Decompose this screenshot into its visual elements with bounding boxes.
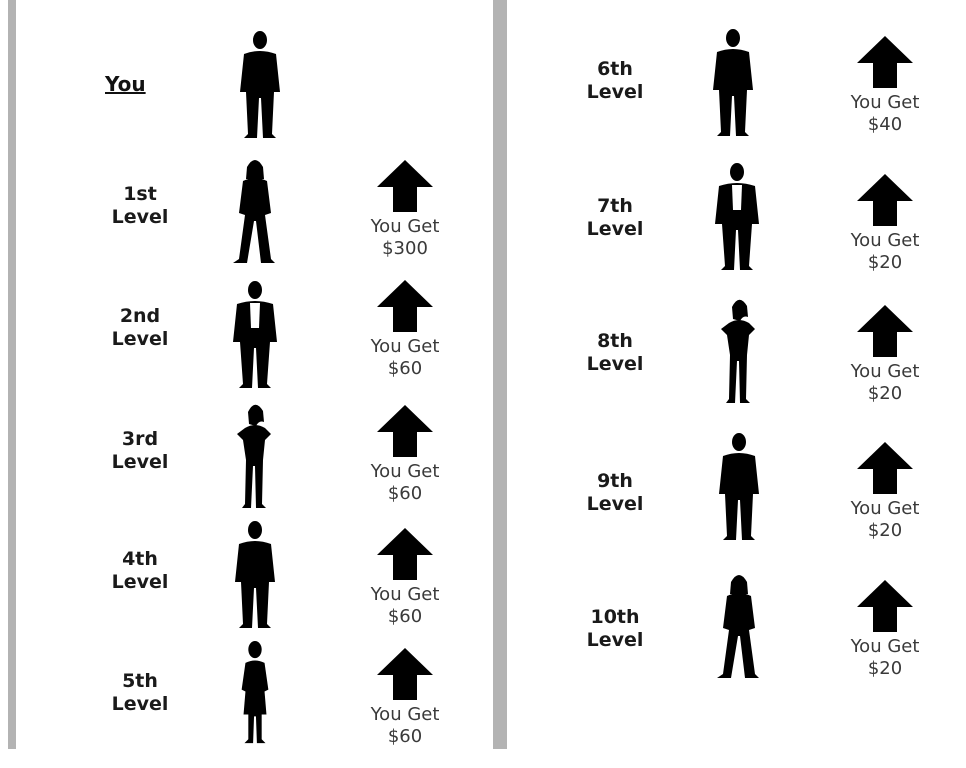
reward-prefix: You Get bbox=[370, 216, 440, 237]
reward-prefix: You Get bbox=[370, 704, 440, 725]
man-open-jacket-silhouette-icon bbox=[702, 162, 772, 272]
level-row bbox=[520, 570, 960, 690]
reward-text bbox=[820, 636, 950, 680]
woman-skirt-silhouette-icon bbox=[220, 640, 290, 745]
reward-prefix: You Get bbox=[850, 498, 920, 519]
level-label bbox=[565, 58, 665, 104]
level-number: 10th bbox=[590, 606, 640, 628]
level-word: Level bbox=[586, 353, 644, 375]
reward-text bbox=[820, 361, 950, 405]
reward-prefix: You Get bbox=[370, 336, 440, 357]
woman-phone-silhouette-icon bbox=[220, 400, 290, 510]
level-word: Level bbox=[111, 328, 169, 350]
level-number: 2nd bbox=[119, 305, 161, 327]
level-label bbox=[565, 606, 665, 652]
level-label bbox=[565, 470, 665, 516]
reward-prefix: You Get bbox=[850, 230, 920, 251]
level-row bbox=[20, 640, 490, 760]
reward bbox=[340, 648, 470, 768]
reward-text bbox=[340, 584, 470, 628]
man-open-jacket-silhouette-icon bbox=[220, 280, 290, 390]
reward-amount: $300 bbox=[382, 238, 428, 259]
level-number: 8th bbox=[597, 330, 633, 352]
level-row bbox=[20, 155, 490, 275]
up-arrow-icon bbox=[857, 305, 913, 357]
reward-text bbox=[820, 498, 950, 542]
you-label: You bbox=[105, 72, 146, 96]
reward-prefix: You Get bbox=[850, 361, 920, 382]
reward-text bbox=[340, 461, 470, 505]
level-label bbox=[565, 330, 665, 376]
reward-text bbox=[820, 230, 950, 274]
reward-amount: $40 bbox=[867, 114, 903, 135]
reward-amount: $20 bbox=[867, 658, 903, 679]
reward bbox=[820, 36, 950, 156]
left-border-bar bbox=[8, 0, 16, 749]
level-number: 1st bbox=[123, 183, 157, 205]
reward bbox=[820, 580, 950, 700]
level-row bbox=[20, 280, 490, 400]
reward-amount: $60 bbox=[387, 358, 423, 379]
center-divider-bar bbox=[493, 0, 507, 749]
level-label bbox=[90, 548, 190, 594]
up-arrow-icon bbox=[857, 580, 913, 632]
level-label bbox=[90, 305, 190, 351]
level-word: Level bbox=[111, 206, 169, 228]
reward-prefix: You Get bbox=[370, 584, 440, 605]
reward-prefix: You Get bbox=[850, 636, 920, 657]
level-word: Level bbox=[586, 81, 644, 103]
up-arrow-icon bbox=[857, 442, 913, 494]
reward bbox=[340, 280, 470, 400]
reward-amount: $20 bbox=[867, 383, 903, 404]
reward-text bbox=[340, 336, 470, 380]
up-arrow-icon bbox=[857, 36, 913, 88]
level-label bbox=[90, 183, 190, 229]
level-word: Level bbox=[111, 693, 169, 715]
reward-amount: $20 bbox=[867, 520, 903, 541]
level-number: 3rd bbox=[121, 428, 159, 450]
woman-suit-silhouette-icon bbox=[220, 155, 290, 265]
level-word: Level bbox=[586, 218, 644, 240]
reward bbox=[820, 305, 950, 425]
level-row bbox=[520, 295, 960, 415]
level-word: Level bbox=[111, 571, 169, 593]
level-row bbox=[520, 28, 960, 148]
reward-amount: $60 bbox=[387, 483, 423, 504]
up-arrow-icon bbox=[377, 405, 433, 457]
level-number: 7th bbox=[597, 195, 633, 217]
up-arrow-icon bbox=[377, 160, 433, 212]
level-number: 5th bbox=[122, 670, 158, 692]
level-word: Level bbox=[586, 493, 644, 515]
level-row bbox=[20, 400, 490, 520]
up-arrow-icon bbox=[377, 280, 433, 332]
reward bbox=[340, 405, 470, 525]
reward-prefix: You Get bbox=[850, 92, 920, 113]
man-suit-silhouette-icon bbox=[220, 520, 290, 630]
level-label bbox=[90, 428, 190, 474]
level-number: 9th bbox=[597, 470, 633, 492]
up-arrow-icon bbox=[377, 528, 433, 580]
up-arrow-icon bbox=[857, 174, 913, 226]
reward-text bbox=[820, 92, 950, 136]
level-label bbox=[565, 195, 665, 241]
level-label bbox=[90, 670, 190, 716]
man-suit-silhouette-icon bbox=[698, 28, 768, 138]
level-number: 4th bbox=[122, 548, 158, 570]
reward-prefix: You Get bbox=[370, 461, 440, 482]
left-column bbox=[20, 0, 490, 749]
reward-amount: $60 bbox=[387, 726, 423, 747]
level-row bbox=[520, 162, 960, 282]
reward-amount: $60 bbox=[387, 606, 423, 627]
man-suit-silhouette-icon bbox=[704, 432, 774, 542]
level-word: Level bbox=[111, 451, 169, 473]
right-column bbox=[520, 0, 960, 749]
level-word: Level bbox=[586, 629, 644, 651]
woman-suit-silhouette-icon bbox=[704, 570, 774, 680]
level-row bbox=[20, 520, 490, 640]
reward bbox=[820, 174, 950, 294]
reward-text bbox=[340, 216, 470, 260]
woman-phone-silhouette-icon bbox=[704, 295, 774, 405]
reward-amount: $20 bbox=[867, 252, 903, 273]
reward bbox=[820, 442, 950, 562]
reward bbox=[340, 160, 470, 280]
you-row bbox=[20, 30, 490, 150]
up-arrow-icon bbox=[377, 648, 433, 700]
you-person-silhouette-icon bbox=[225, 30, 295, 140]
reward-text bbox=[340, 704, 470, 748]
reward bbox=[340, 528, 470, 648]
level-number: 6th bbox=[597, 58, 633, 80]
level-row bbox=[520, 432, 960, 552]
